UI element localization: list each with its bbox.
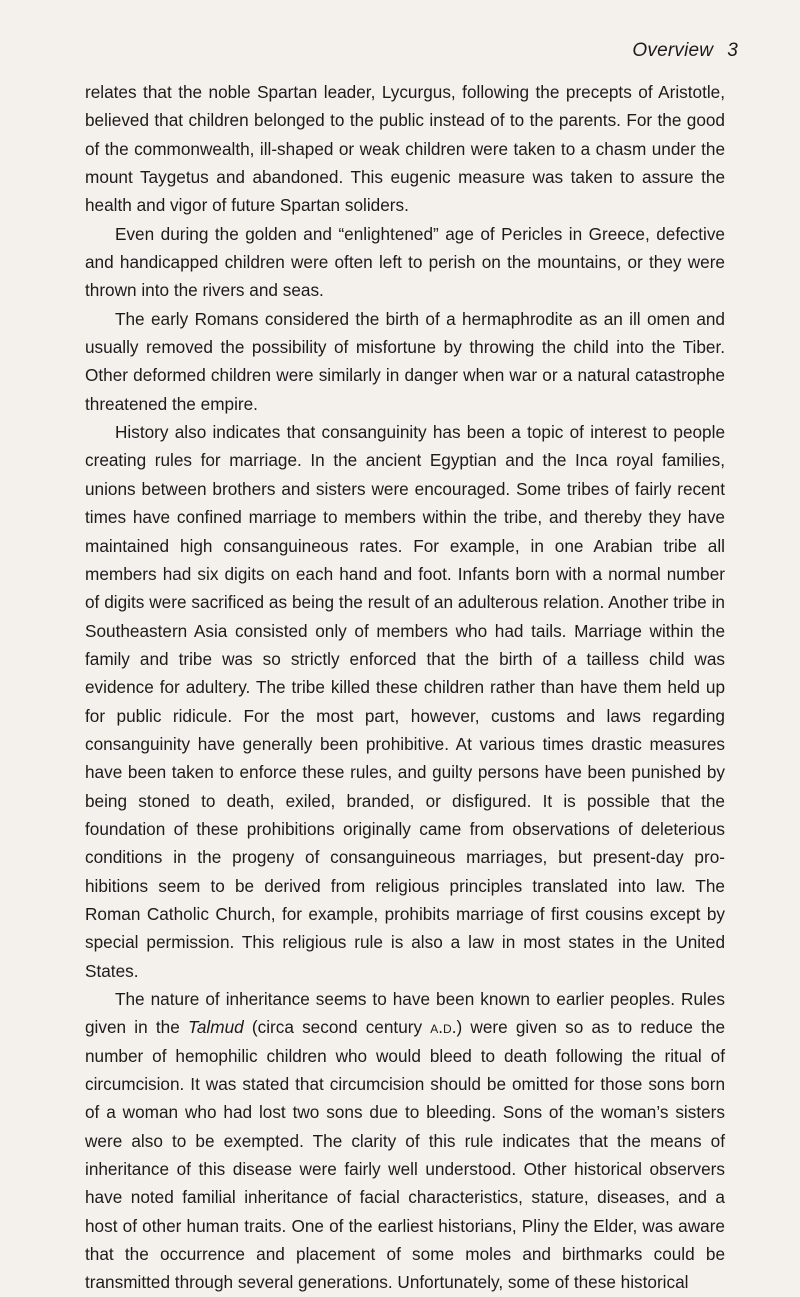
paragraph-consanguinity: History also indicates that consanguinity has been a topic of interest to people creating rules for marriage. In the ancient Egyptian and the Inca royal families, unions between brothers and sisters were encouraged. Some tribes of fairly recent times have confined marriage to members within the tribe, and thereby they have maintained high consanguineous rates. For example, in one Arabian tribe all members had six digits on each hand and foot. Infants born with a normal number of digits were sacrificed as being the result of an adulterous relation. Another tribe in Southeastern Asia consisted only of members who had tails. Marriage within the family and tribe was so strictly enforced that the birth of a tailless child was evidence for adultery. The tribe killed these children rather than have them held up for public ridicule. For the most part, however, customs and laws regarding consanguinity have generally been prohibitive. At various times drastic measures have been taken to enforce these rules, and guilty persons have been punished by being stoned to death, exiled, branded, or disfigured. It is possible that the foundation of these prohibitions originally came from observations of deleterious conditions in the progeny of consanguineous marriages, but present-day prohibitions seem to be derived from religious principles translated into law. The Roman Catholic Church, for example, prohibits marriage of first cousins except by special permission. This religious rule is also a law in most states in the United States. [85,422,725,981]
paragraph-inheritance [85,985,725,1297]
body-text [85,78,725,1297]
inheritance-text-rest: ) were given so as to reduce the number of hemophilic children who would bleed to death following the ritual of circumcision. It was stated that circumcision should be omitted for those sons born of a woman who had lost two sons due to bleeding. Sons of the woman’s sisters were also to be exempted. The clarity of this rule indicates that the means of inheritance of this disease were fairly well understood. Other historical observers have noted familial inheritance of facial characteristics, stature, diseases, and a host of other human traits. One of the earliest historians, Pliny the Elder, was aware that the occurrence and placement of some moles and birthmarks could be transmitted through several generations. Unfortunately, some of these historical [85,1017,726,1293]
page-number: 3 [727,40,738,61]
inheritance-text-era-lead: (circa second century [243,1017,431,1038]
paragraph-pericles: Even during the golden and “enlightened” age of Pericles in Greece, defective and handicapped children were often left to perish on the mountains, or they were thrown into the rivers and seas. [85,223,725,301]
inheritance-text-start: The nature of inheritance seems to have been known to earlier peoples. Rules given in the [85,989,725,1038]
era-abbreviation: a.d. [430,1017,457,1038]
running-header [632,40,738,62]
paragraph-romans: The early Romans considered the birth of a hermaphrodite as an ill omen and usually removed the possibility of misfortune by throwing the child into the Tiber. Other deformed children were similarly in danger when war or a natural catastrophe threatened the empire. [85,308,725,414]
paragraph-spartan-eugenics: relates that the noble Spartan leader, Lycurgus, following the precepts of Aristotle, believed that children belonged to the public instead of to the parents. For the good of the commonwealth, ill-shaped or weak children were taken to a chasm under the mount Taygetus and abandoned. This eugenic measure was taken to assure the health and vigor of future Spartan soliders. [85,82,725,216]
talmud-title: Talmud [187,1017,244,1038]
section-title: Overview [632,40,714,61]
